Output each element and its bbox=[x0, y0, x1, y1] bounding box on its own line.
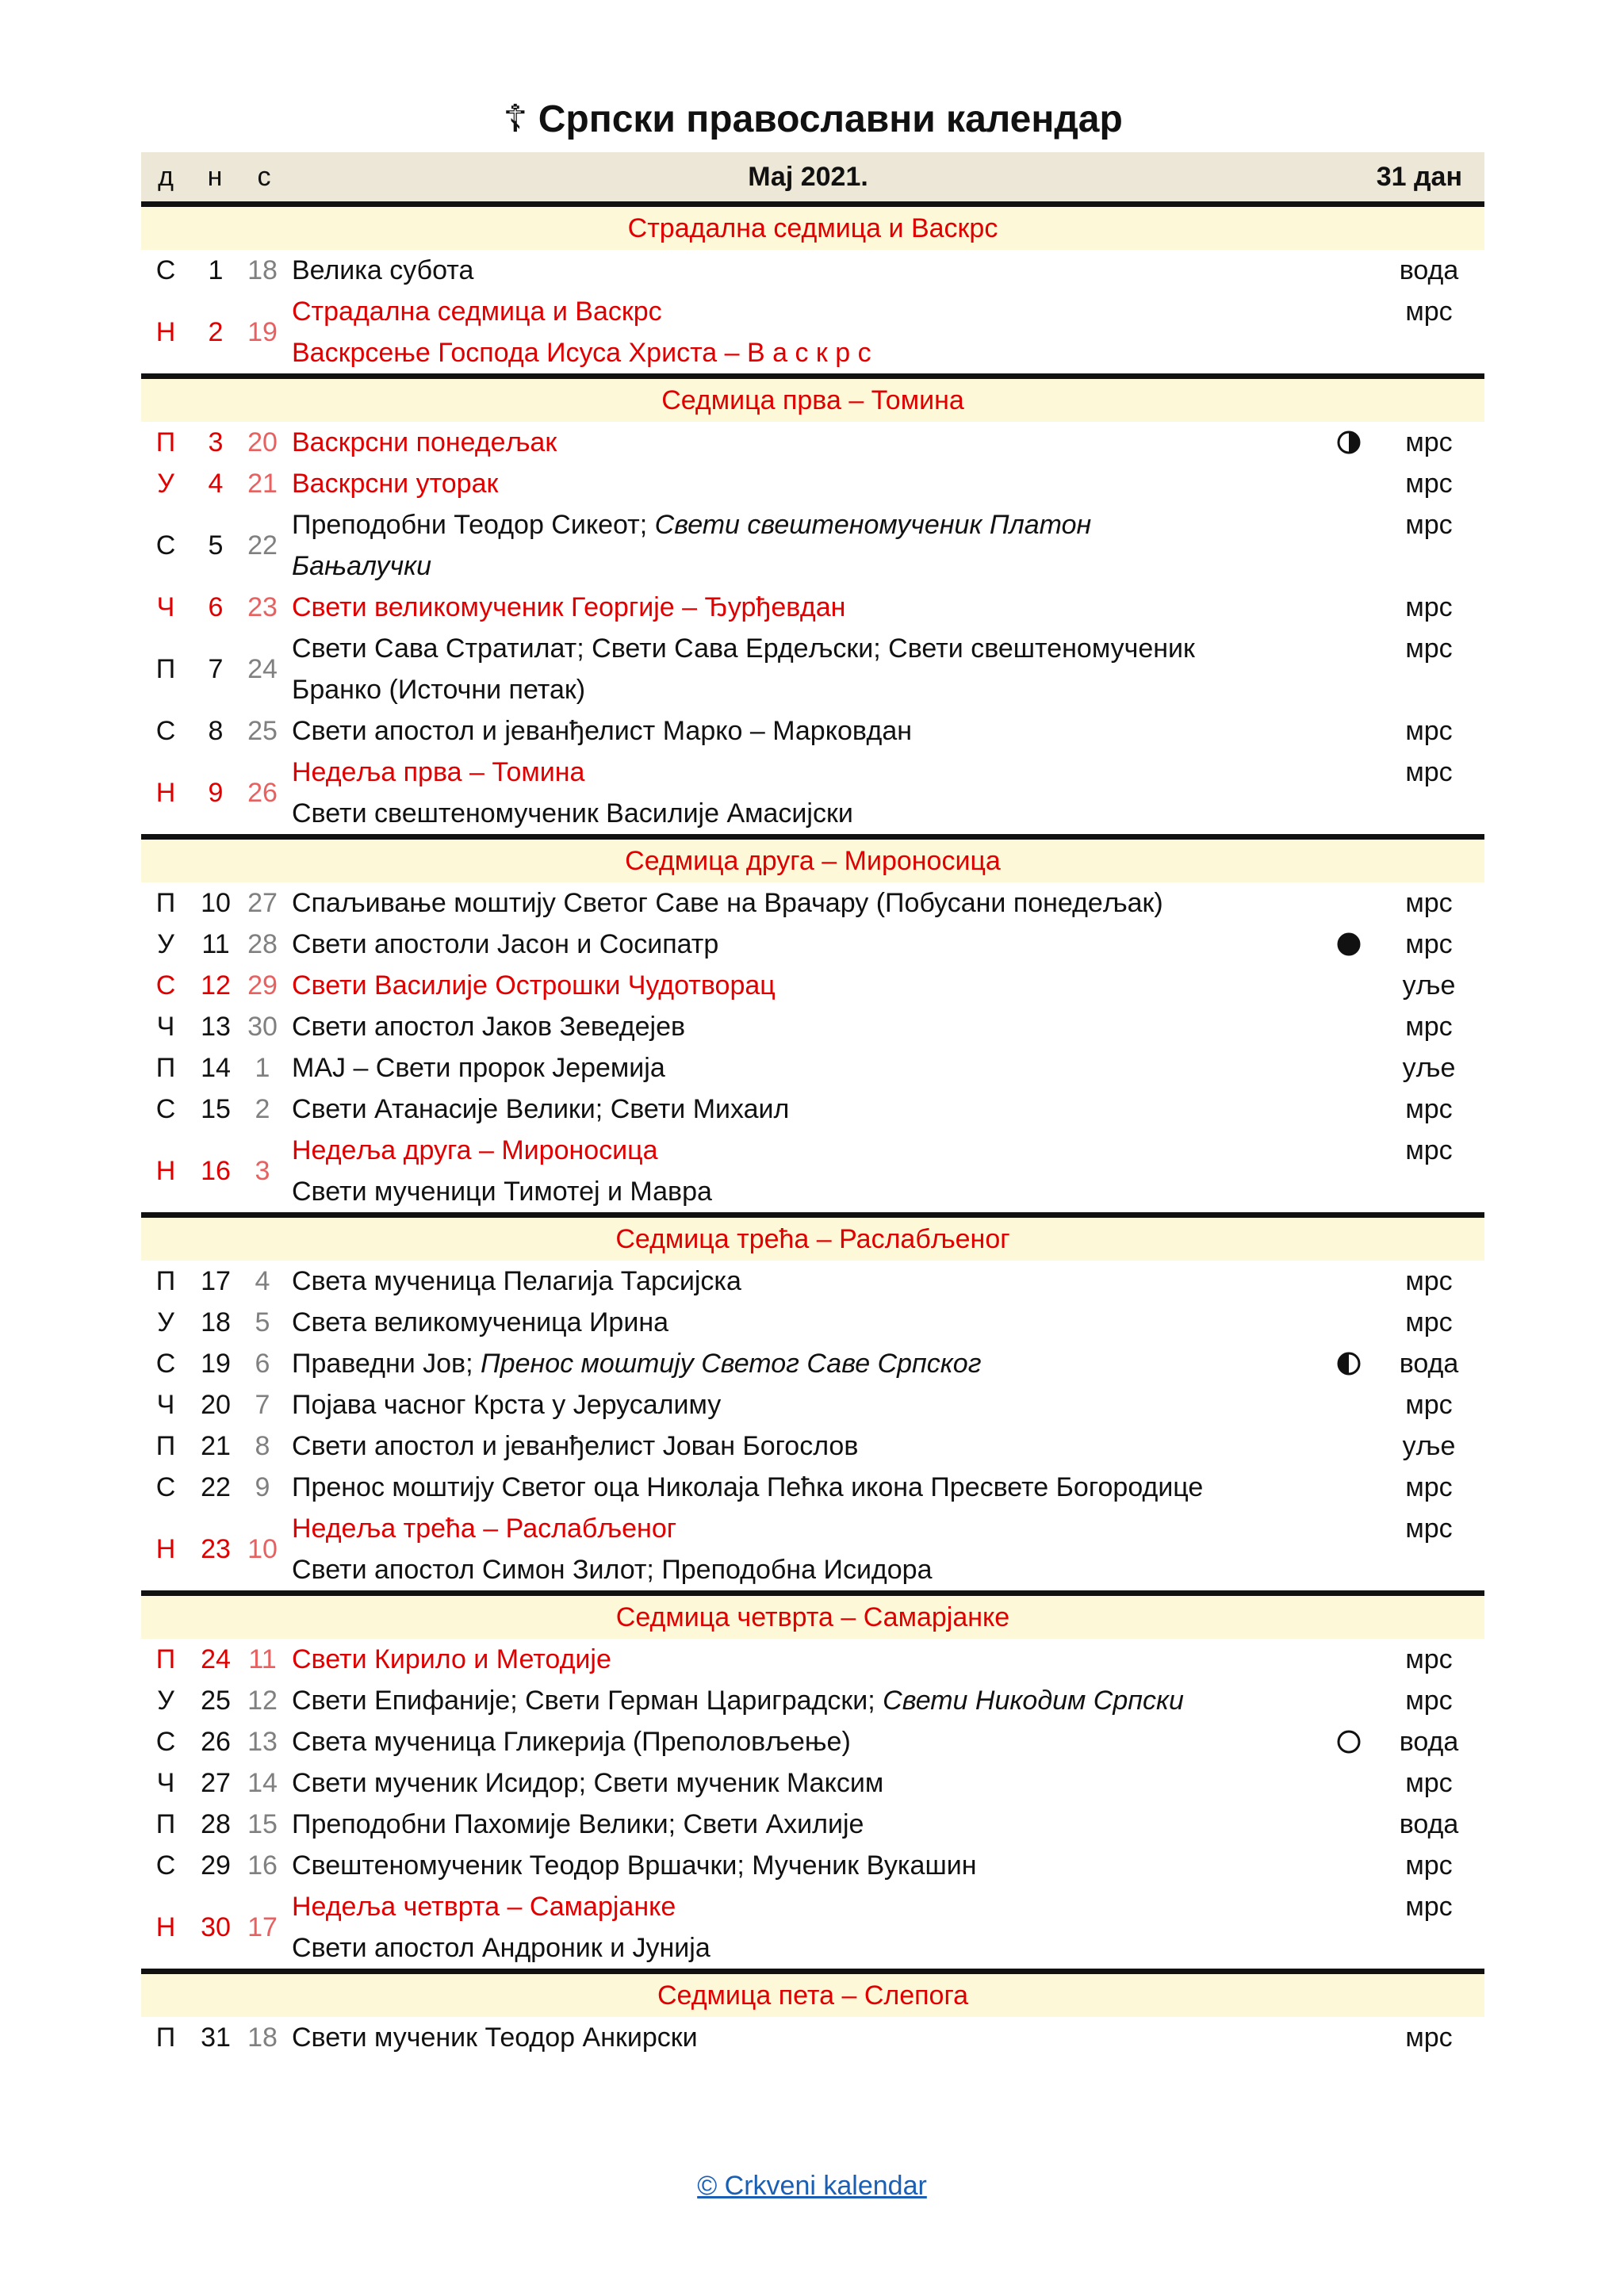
fast-rule: мрс bbox=[1405, 1892, 1453, 1922]
day-feasts bbox=[284, 463, 1324, 504]
header-month: Мај 2021. bbox=[748, 161, 868, 192]
feast-line bbox=[292, 882, 1324, 924]
feast-line bbox=[292, 1047, 1324, 1089]
day-feasts bbox=[284, 1680, 1324, 1721]
day-of-week: П bbox=[155, 887, 176, 918]
day-old: 18 bbox=[247, 254, 278, 285]
day-feasts bbox=[284, 1804, 1324, 1845]
week-section bbox=[141, 1590, 1484, 1969]
day-feasts bbox=[284, 1721, 1324, 1762]
day-row bbox=[141, 250, 1484, 291]
fast-rule: мрс bbox=[1405, 1472, 1453, 1502]
feast-line bbox=[292, 545, 1324, 587]
fast-rule: мрс bbox=[1405, 888, 1453, 918]
feast-text: Свети Василије Острошки Чудотворац bbox=[292, 970, 776, 1001]
feast-line bbox=[292, 587, 1324, 628]
day-old: 14 bbox=[247, 1767, 278, 1798]
day-old: 12 bbox=[247, 1685, 278, 1716]
footer-link[interactable]: © Crkveni kalendar bbox=[697, 2171, 927, 2201]
day-old: 29 bbox=[247, 970, 278, 1001]
day-old: 18 bbox=[247, 2022, 278, 2053]
day-feasts bbox=[284, 1343, 1324, 1384]
day-of-week: С bbox=[155, 1093, 176, 1124]
feast-text: Света мученица Гликерија (Преполовљење) bbox=[292, 1727, 851, 1757]
feast-text-italic: Пренос моштију Светог Саве Српског bbox=[481, 1349, 982, 1379]
day-feasts bbox=[284, 1508, 1324, 1590]
day-old: 16 bbox=[247, 1850, 278, 1881]
header-old-calendar: с bbox=[257, 161, 271, 192]
feast-text: Пренос моштију Светог оца Николаја Пећка икона Пресвете Богородице bbox=[292, 1472, 1204, 1502]
day-of-week: С bbox=[155, 715, 176, 746]
day-new: 1 bbox=[208, 254, 224, 285]
day-old: 24 bbox=[247, 653, 278, 684]
day-feasts bbox=[284, 1302, 1324, 1343]
day-feasts bbox=[284, 882, 1324, 924]
header-new-calendar: н bbox=[207, 161, 223, 192]
feast-text: Свети Кирило и Методије bbox=[292, 1644, 611, 1674]
footer bbox=[0, 2171, 1624, 2202]
day-of-week: Н bbox=[155, 1155, 176, 1186]
day-new: 21 bbox=[201, 1430, 231, 1461]
day-of-week: С bbox=[155, 1726, 176, 1757]
fast-rule: мрс bbox=[1405, 1850, 1453, 1881]
day-new: 23 bbox=[201, 1533, 231, 1564]
fast-rule: мрс bbox=[1405, 1768, 1453, 1798]
day-of-week: У bbox=[157, 468, 174, 499]
day-of-week: П bbox=[155, 1644, 176, 1674]
feast-line bbox=[292, 2017, 1324, 2058]
day-of-week: П bbox=[155, 653, 176, 684]
fast-rule: мрс bbox=[1405, 1094, 1453, 1124]
day-new: 22 bbox=[201, 1471, 231, 1502]
day-old: 23 bbox=[247, 591, 278, 622]
feast-line bbox=[292, 1680, 1324, 1721]
feast-line bbox=[292, 924, 1324, 965]
week-title: Седмица друга – Мироносица bbox=[141, 840, 1484, 882]
day-new: 16 bbox=[201, 1155, 231, 1186]
day-row bbox=[141, 1886, 1484, 1969]
day-feasts bbox=[284, 587, 1324, 628]
day-old: 19 bbox=[247, 316, 278, 347]
day-old: 3 bbox=[255, 1155, 270, 1186]
table-header bbox=[141, 152, 1484, 207]
fast-rule: мрс bbox=[1405, 1513, 1453, 1544]
feast-text: Свети апостол Јаков Зеведејев bbox=[292, 1012, 686, 1042]
feast-text: Недеља трећа – Раслабљеног bbox=[292, 1513, 677, 1544]
feast-text-italic: Свети свештеномученик Платон bbox=[654, 510, 1092, 540]
fast-rule: мрс bbox=[1405, 1135, 1453, 1165]
day-new: 30 bbox=[201, 1911, 231, 1942]
day-new: 29 bbox=[201, 1850, 231, 1881]
week-title: Седмица четврта – Самарјанке bbox=[141, 1596, 1484, 1639]
fast-rule: мрс bbox=[1405, 469, 1453, 499]
feast-line bbox=[292, 710, 1324, 752]
day-feasts bbox=[284, 1425, 1324, 1467]
feast-text: Свети мученик Теодор Анкирски bbox=[292, 2022, 698, 2053]
day-of-week: П bbox=[155, 1430, 176, 1461]
week-title: Седмица прва – Томина bbox=[141, 379, 1484, 422]
day-old: 5 bbox=[255, 1307, 270, 1337]
day-of-week: Н bbox=[155, 777, 176, 808]
day-of-week: С bbox=[155, 1348, 176, 1379]
feast-text: Преподобни Теодор Сикеот; bbox=[292, 510, 655, 540]
day-old: 15 bbox=[247, 1808, 278, 1839]
day-feasts bbox=[284, 1006, 1324, 1047]
feast-line bbox=[292, 1089, 1324, 1130]
feast-line bbox=[292, 1927, 1324, 1969]
fast-rule: мрс bbox=[1405, 297, 1453, 327]
day-new: 2 bbox=[208, 316, 224, 347]
feast-line bbox=[292, 1549, 1324, 1590]
feast-text: Бранко (Источни петак) bbox=[292, 675, 586, 705]
feast-text: Преподобни Пахомије Велики; Свети Ахилије bbox=[292, 1809, 864, 1839]
day-row bbox=[141, 1343, 1484, 1384]
feast-text-italic: Бањалучки bbox=[292, 551, 432, 581]
moon-last-quarter-icon bbox=[1324, 429, 1373, 456]
day-row bbox=[141, 1804, 1484, 1845]
feast-text: Појава часног Крста у Јерусалиму bbox=[292, 1390, 722, 1420]
fast-rule: мрс bbox=[1405, 1390, 1453, 1420]
day-old: 9 bbox=[255, 1471, 270, 1502]
day-new: 26 bbox=[201, 1726, 231, 1757]
fast-rule: мрс bbox=[1405, 929, 1453, 959]
week-section bbox=[141, 207, 1484, 373]
feast-line bbox=[292, 1508, 1324, 1549]
day-old: 30 bbox=[247, 1011, 278, 1042]
day-of-week: У bbox=[157, 1307, 174, 1337]
feast-text: Свети великомученик Георгије – Ђурђевдан bbox=[292, 592, 846, 622]
feast-text: Недеља четврта – Самарјанке bbox=[292, 1892, 676, 1922]
day-row bbox=[141, 752, 1484, 834]
fast-rule: уље bbox=[1402, 1053, 1456, 1083]
day-row bbox=[141, 1425, 1484, 1467]
fast-rule: мрс bbox=[1405, 1686, 1453, 1716]
feast-line bbox=[292, 332, 1324, 373]
day-feasts bbox=[284, 752, 1324, 834]
day-of-week: П bbox=[155, 2022, 176, 2053]
day-row bbox=[141, 628, 1484, 710]
day-old: 2 bbox=[255, 1093, 270, 1124]
feast-line bbox=[292, 422, 1324, 463]
fast-rule: мрс bbox=[1405, 716, 1453, 746]
day-feasts bbox=[284, 2017, 1324, 2058]
day-old: 20 bbox=[247, 427, 278, 457]
day-old: 13 bbox=[247, 1726, 278, 1757]
day-old: 22 bbox=[247, 530, 278, 561]
feast-text: Света мученица Пелагија Тарсијска bbox=[292, 1266, 741, 1296]
feast-line bbox=[292, 628, 1324, 669]
feast-line bbox=[292, 1425, 1324, 1467]
feast-line bbox=[292, 1467, 1324, 1508]
feast-line bbox=[292, 793, 1324, 834]
feast-line bbox=[292, 1762, 1324, 1804]
feast-text: Спаљивање моштију Светог Саве на Врачару (Побусани понедељак) bbox=[292, 888, 1163, 918]
day-old: 25 bbox=[247, 715, 278, 746]
day-of-week: С bbox=[155, 1471, 176, 1502]
day-row bbox=[141, 504, 1484, 587]
day-of-week: С bbox=[155, 254, 176, 285]
feast-text: Свети Епифаније; Свети Герман Цариградски; bbox=[292, 1686, 883, 1716]
feast-text: Недеља друга – Мироносица bbox=[292, 1135, 658, 1165]
feast-line bbox=[292, 1006, 1324, 1047]
day-row bbox=[141, 291, 1484, 373]
day-of-week: С bbox=[155, 530, 176, 561]
feast-text: Свети Сава Стратилат; Свети Сава Ердељски; Свети свештеномученик bbox=[292, 633, 1195, 664]
day-of-week: С bbox=[155, 970, 176, 1001]
day-new: 27 bbox=[201, 1767, 231, 1798]
feast-text: Свети апостол Андроник и Јунија bbox=[292, 1933, 710, 1963]
header-day-of-week: д bbox=[158, 161, 174, 192]
day-new: 3 bbox=[208, 427, 224, 457]
day-feasts bbox=[284, 250, 1324, 291]
day-feasts bbox=[284, 1467, 1324, 1508]
day-old: 8 bbox=[255, 1430, 270, 1461]
day-of-week: Н bbox=[155, 1533, 176, 1564]
day-row bbox=[141, 1680, 1484, 1721]
fast-rule: вода bbox=[1399, 1349, 1459, 1379]
fast-rule: вода bbox=[1399, 255, 1459, 285]
feast-text: Свети Атанасије Велики; Свети Михаил bbox=[292, 1094, 790, 1124]
feast-text: Свети свештеномученик Василије Амасијски bbox=[292, 798, 853, 828]
fast-rule: мрс bbox=[1405, 1012, 1453, 1042]
day-row bbox=[141, 1089, 1484, 1130]
day-new: 18 bbox=[201, 1307, 231, 1337]
day-new: 12 bbox=[201, 970, 231, 1001]
feast-line bbox=[292, 291, 1324, 332]
day-row bbox=[141, 422, 1484, 463]
feast-text: Свети апостол и јеванђелист Марко – Марковдан bbox=[292, 716, 913, 746]
day-feasts bbox=[284, 965, 1324, 1006]
feast-text: Васкрсни уторак bbox=[292, 469, 499, 499]
feast-line bbox=[292, 669, 1324, 710]
day-old: 11 bbox=[248, 1644, 277, 1674]
day-old: 27 bbox=[247, 887, 278, 918]
day-row bbox=[141, 882, 1484, 924]
day-feasts bbox=[284, 1762, 1324, 1804]
day-new: 19 bbox=[201, 1348, 231, 1379]
day-old: 7 bbox=[255, 1389, 270, 1420]
feast-text: Праведни Јов; bbox=[292, 1349, 481, 1379]
feast-line bbox=[292, 1261, 1324, 1302]
day-feasts bbox=[284, 422, 1324, 463]
weeks-container bbox=[141, 207, 1484, 2058]
fast-rule: мрс bbox=[1405, 592, 1453, 622]
day-of-week: С bbox=[155, 1850, 176, 1881]
day-old: 6 bbox=[255, 1348, 270, 1379]
feast-line bbox=[292, 1171, 1324, 1212]
day-row bbox=[141, 1384, 1484, 1425]
day-of-week: Н bbox=[155, 316, 176, 347]
feast-text: Света великомученица Ирина bbox=[292, 1307, 669, 1337]
day-new: 8 bbox=[208, 715, 224, 746]
day-old: 17 bbox=[247, 1911, 278, 1942]
day-row bbox=[141, 1467, 1484, 1508]
day-row bbox=[141, 1721, 1484, 1762]
day-row bbox=[141, 1302, 1484, 1343]
fast-rule: вода bbox=[1399, 1727, 1459, 1757]
day-row bbox=[141, 924, 1484, 965]
day-row bbox=[141, 965, 1484, 1006]
day-feasts bbox=[284, 504, 1324, 587]
day-feasts bbox=[284, 291, 1324, 373]
day-row bbox=[141, 587, 1484, 628]
week-section bbox=[141, 373, 1484, 834]
fast-rule: мрс bbox=[1405, 427, 1453, 457]
feast-line bbox=[292, 1130, 1324, 1171]
day-new: 20 bbox=[201, 1389, 231, 1420]
day-old: 26 bbox=[247, 777, 278, 808]
feast-line bbox=[292, 463, 1324, 504]
day-new: 9 bbox=[208, 777, 224, 808]
day-row bbox=[141, 1047, 1484, 1089]
fast-rule: мрс bbox=[1405, 510, 1453, 540]
day-feasts bbox=[284, 1261, 1324, 1302]
day-new: 15 bbox=[201, 1093, 231, 1124]
feast-line bbox=[292, 1721, 1324, 1762]
calendar-page bbox=[141, 87, 1484, 2058]
fast-rule: мрс bbox=[1405, 1266, 1453, 1296]
fast-rule: мрс bbox=[1405, 2022, 1453, 2053]
day-of-week: П bbox=[155, 1265, 176, 1296]
feast-line bbox=[292, 1845, 1324, 1886]
feast-text: Свети мученик Исидор; Свети мученик Максим bbox=[292, 1768, 884, 1798]
day-row bbox=[141, 1639, 1484, 1680]
day-row bbox=[141, 1845, 1484, 1886]
day-feasts bbox=[284, 628, 1324, 710]
feast-line bbox=[292, 504, 1324, 545]
day-feasts bbox=[284, 1639, 1324, 1680]
header-days-count: 31 дан bbox=[1376, 161, 1462, 192]
day-feasts bbox=[284, 710, 1324, 752]
feast-text-italic: Свети Никодим Српски bbox=[883, 1686, 1184, 1716]
day-of-week: Ч bbox=[156, 1011, 175, 1042]
day-row bbox=[141, 1130, 1484, 1212]
feast-line bbox=[292, 250, 1324, 291]
day-new: 6 bbox=[208, 591, 224, 622]
feast-text: Свети мученици Тимотеј и Мавра bbox=[292, 1177, 712, 1207]
moon-first-quarter-icon bbox=[1324, 1350, 1373, 1377]
day-of-week: Н bbox=[155, 1911, 176, 1942]
feast-text: Свети апостол Симон Зилот; Преподобна Исидора bbox=[292, 1555, 933, 1585]
fast-rule: мрс bbox=[1405, 1644, 1453, 1674]
day-new: 7 bbox=[208, 653, 224, 684]
day-feasts bbox=[284, 1886, 1324, 1969]
day-feasts bbox=[284, 1089, 1324, 1130]
day-of-week: У bbox=[157, 1685, 174, 1716]
day-new: 25 bbox=[201, 1685, 231, 1716]
day-feasts bbox=[284, 1845, 1324, 1886]
feast-text: Страдална седмица и Васкрс bbox=[292, 297, 662, 327]
feast-line bbox=[292, 752, 1324, 793]
day-new: 10 bbox=[201, 887, 231, 918]
day-of-week: У bbox=[157, 928, 174, 959]
day-row bbox=[141, 2017, 1484, 2058]
day-row bbox=[141, 1508, 1484, 1590]
week-title: Страдална седмица и Васкрс bbox=[141, 207, 1484, 250]
day-feasts bbox=[284, 924, 1324, 965]
week-title: Седмица пета – Слепога bbox=[141, 1974, 1484, 2017]
fast-rule: уље bbox=[1402, 970, 1456, 1001]
feast-text: Недеља прва – Томина bbox=[292, 757, 585, 787]
day-feasts bbox=[284, 1384, 1324, 1425]
day-of-week: П bbox=[155, 1052, 176, 1083]
day-new: 24 bbox=[201, 1644, 231, 1674]
page-title: ☦ Српски православни календар bbox=[503, 98, 1123, 140]
week-section bbox=[141, 1969, 1484, 2058]
day-feasts bbox=[284, 1130, 1324, 1212]
day-row bbox=[141, 463, 1484, 504]
feast-text: Васкрсни понедељак bbox=[292, 427, 557, 457]
day-old: 4 bbox=[255, 1265, 270, 1296]
day-new: 13 bbox=[201, 1011, 231, 1042]
feast-text: Свети апостоли Јасон и Сосипатр bbox=[292, 929, 719, 959]
moon-new-icon bbox=[1324, 931, 1373, 958]
day-feasts bbox=[284, 1047, 1324, 1089]
feast-line bbox=[292, 1302, 1324, 1343]
feast-text: Свештеномученик Теодор Вршачки; Мученик Вукашин bbox=[292, 1850, 977, 1881]
day-of-week: Ч bbox=[156, 591, 175, 622]
fast-rule: мрс bbox=[1405, 1307, 1453, 1337]
day-row bbox=[141, 1006, 1484, 1047]
day-row bbox=[141, 1261, 1484, 1302]
fast-rule: мрс bbox=[1405, 757, 1453, 787]
day-of-week: П bbox=[155, 1808, 176, 1839]
day-new: 11 bbox=[201, 928, 230, 959]
day-old: 1 bbox=[255, 1052, 270, 1083]
fast-rule: вода bbox=[1399, 1809, 1459, 1839]
week-section bbox=[141, 834, 1484, 1212]
day-old: 28 bbox=[247, 928, 278, 959]
feast-text: Велика субота bbox=[292, 255, 474, 285]
feast-text: МАЈ – Свети пророк Јеремија bbox=[292, 1053, 665, 1083]
feast-line bbox=[292, 1343, 1324, 1384]
week-section bbox=[141, 1212, 1484, 1590]
fast-rule: мрс bbox=[1405, 633, 1453, 664]
week-title: Седмица трећа – Раслабљеног bbox=[141, 1218, 1484, 1261]
day-old: 10 bbox=[247, 1533, 278, 1564]
fast-rule: уље bbox=[1402, 1431, 1456, 1461]
day-new: 14 bbox=[201, 1052, 231, 1083]
feast-line bbox=[292, 965, 1324, 1006]
day-row bbox=[141, 710, 1484, 752]
feast-line bbox=[292, 1639, 1324, 1680]
day-new: 31 bbox=[201, 2022, 231, 2053]
feast-text: Васкрсење Господа Исуса Христа – В а с к р с bbox=[292, 338, 871, 368]
day-new: 28 bbox=[201, 1808, 231, 1839]
moon-full-icon bbox=[1324, 1728, 1373, 1755]
day-new: 17 bbox=[201, 1265, 231, 1296]
feast-text: Свети апостол и јеванђелист Јован Богослов bbox=[292, 1431, 859, 1461]
day-of-week: Ч bbox=[156, 1389, 175, 1420]
feast-line bbox=[292, 1384, 1324, 1425]
feast-line bbox=[292, 1886, 1324, 1927]
day-of-week: П bbox=[155, 427, 176, 457]
day-new: 5 bbox=[208, 530, 224, 561]
day-new: 4 bbox=[208, 468, 224, 499]
day-of-week: Ч bbox=[156, 1767, 175, 1798]
day-old: 21 bbox=[247, 468, 278, 499]
feast-line bbox=[292, 1804, 1324, 1845]
day-row bbox=[141, 1762, 1484, 1804]
